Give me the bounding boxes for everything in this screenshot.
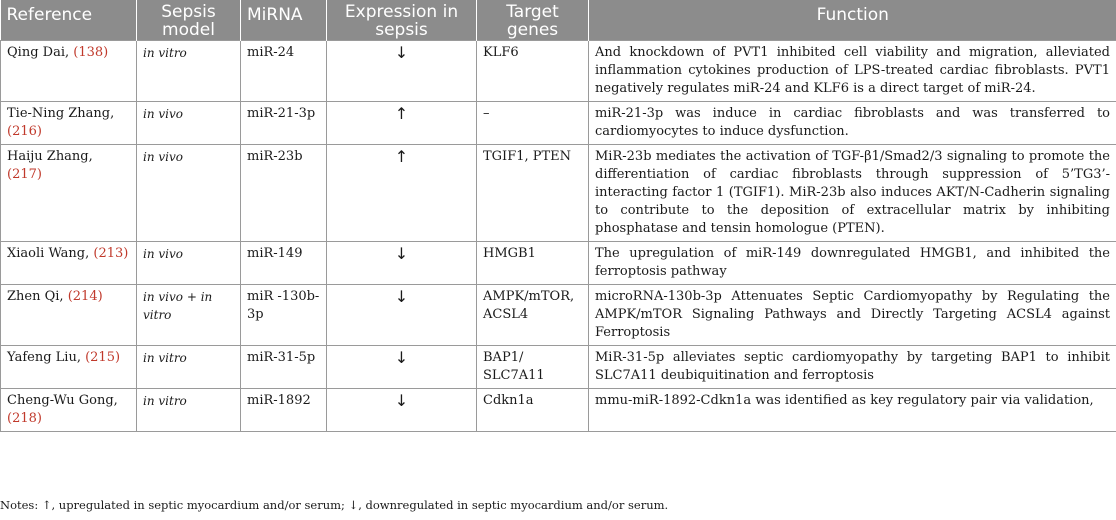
model-cell: in vitro xyxy=(137,346,241,389)
header-expression: Expression in sepsis xyxy=(327,0,477,41)
mirna-cell: miR-24 xyxy=(241,41,327,102)
model-cell: in vitro xyxy=(137,389,241,432)
reference-cell xyxy=(1,242,137,285)
expression-cell xyxy=(327,102,477,145)
author-name: Qing Dai, xyxy=(7,45,70,60)
header-function: Function xyxy=(589,0,1116,41)
targets-cell: KLF6 xyxy=(477,41,589,102)
down-arrow-icon: ↓ xyxy=(394,43,409,62)
author-name: Cheng-Wu Gong, xyxy=(7,393,118,408)
expression-cell xyxy=(327,389,477,432)
targets-cell: HMGB1 xyxy=(477,242,589,285)
function-cell: MiR-23b mediates the activation of TGF-β1/Smad2/3 signaling to promote the differentiation of cardiac fibroblasts through suppression of 5’TG3’-interacting factor 1 (TGIF1). MiR-23b also induces AKT/N-Cadherin signaling to contribute to the deposition of extracellular matrix by inhibiting phosphatase and tensin homologue (PTEN). xyxy=(589,145,1116,242)
author-name: Haiju Zhang, xyxy=(7,149,93,164)
mirna-cell: miR-31-5p xyxy=(241,346,327,389)
reference-cell xyxy=(1,389,137,432)
expression-cell xyxy=(327,346,477,389)
table-row xyxy=(1,145,1116,242)
function-cell: MiR-31-5p alleviates septic cardiomyopathy by targeting BAP1 to inhibit SLC7A11 deubiquitination and ferroptosis xyxy=(589,346,1116,389)
model-cell: in vitro xyxy=(137,41,241,102)
table-row xyxy=(1,346,1116,389)
down-arrow-icon: ↓ xyxy=(394,348,409,367)
function-cell: The upregulation of miR-149 downregulated HMGB1, and inhibited the ferroptosis pathway xyxy=(589,242,1116,285)
reference-cell xyxy=(1,145,137,242)
function-cell: microRNA-130b-3p Attenuates Septic Cardiomyopathy by Regulating the AMPK/mTOR Signaling Pathways and Directly Targeting ACSL4 against Ferroptosis xyxy=(589,285,1116,346)
model-cell: in vivo xyxy=(137,145,241,242)
author-name: Tie-Ning Zhang, xyxy=(7,106,115,121)
author-name: Yafeng Liu, xyxy=(7,350,81,365)
function-cell: And knockdown of PVT1 inhibited cell viability and migration, alleviated inflammation cytokines production of LPS-treated cardiac fibroblasts. PVT1 negatively regulates miR-24 and KLF6 is a direct target of miR-24. xyxy=(589,41,1116,102)
mirna-cell: miR-21-3p xyxy=(241,102,327,145)
model-cell: in vivo xyxy=(137,242,241,285)
targets-cell: Cdkn1a xyxy=(477,389,589,432)
down-arrow-icon: ↓ xyxy=(394,287,409,306)
header-reference: Reference xyxy=(1,0,137,41)
citation-link[interactable]: (215) xyxy=(85,350,121,365)
expression-cell xyxy=(327,285,477,346)
function-cell: mmu-miR-1892-Cdkn1a was identified as key regulatory pair via validation, xyxy=(589,389,1116,432)
table-row xyxy=(1,389,1116,432)
targets-cell: TGIF1, PTEN xyxy=(477,145,589,242)
expression-cell xyxy=(327,242,477,285)
citation-link[interactable]: (214) xyxy=(67,289,103,304)
header-target-genes: Target genes xyxy=(477,0,589,41)
model-cell: in vivo xyxy=(137,102,241,145)
header-mirna: MiRNA xyxy=(241,0,327,41)
citation-link[interactable]: (218) xyxy=(7,411,42,426)
table-row xyxy=(1,242,1116,285)
model-secondary: in vitro xyxy=(143,290,213,322)
down-arrow-icon: ↓ xyxy=(394,244,409,263)
mirna-cell: miR -130b-3p xyxy=(241,285,327,346)
up-arrow-icon: ↑ xyxy=(394,147,409,166)
reference-cell xyxy=(1,41,137,102)
mirna-cell: miR-23b xyxy=(241,145,327,242)
header-sepsis-model: Sepsis model xyxy=(137,0,241,41)
expression-cell xyxy=(327,41,477,102)
expression-cell xyxy=(327,145,477,242)
reference-cell xyxy=(1,285,137,346)
targets-cell: – xyxy=(477,102,589,145)
citation-link[interactable]: (213) xyxy=(93,246,129,261)
model-primary: in vivo xyxy=(143,290,184,304)
table-header xyxy=(1,0,1116,41)
table-notes: Notes: ↑, upregulated in septic myocardium and/or serum; ↓, downregulated in septic myocardium and/or serum. xyxy=(0,498,669,512)
down-arrow-icon: ↓ xyxy=(394,391,409,410)
model-join: + xyxy=(183,290,201,304)
function-cell: miR-21-3p was induce in cardiac fibroblasts and was transferred to cardiomyocytes to induce dysfunction. xyxy=(589,102,1116,145)
author-name: Xiaoli Wang, xyxy=(7,246,90,261)
table-row xyxy=(1,102,1116,145)
targets-cell: BAP1/ SLC7A11 xyxy=(477,346,589,389)
header-row xyxy=(1,0,1116,41)
citation-link[interactable]: (217) xyxy=(7,167,42,182)
mirna-cell: miR-149 xyxy=(241,242,327,285)
reference-cell xyxy=(1,102,137,145)
citation-link[interactable]: (138) xyxy=(73,45,109,60)
targets-cell: AMPK/mTOR, ACSL4 xyxy=(477,285,589,346)
up-arrow-icon: ↑ xyxy=(394,104,409,123)
table-row xyxy=(1,41,1116,102)
table-row xyxy=(1,285,1116,346)
citation-link[interactable]: (216) xyxy=(7,124,42,139)
reference-cell xyxy=(1,346,137,389)
table-body xyxy=(1,41,1116,432)
model-cell xyxy=(137,285,241,346)
author-name: Zhen Qi, xyxy=(7,289,64,304)
mirna-cell: miR-1892 xyxy=(241,389,327,432)
